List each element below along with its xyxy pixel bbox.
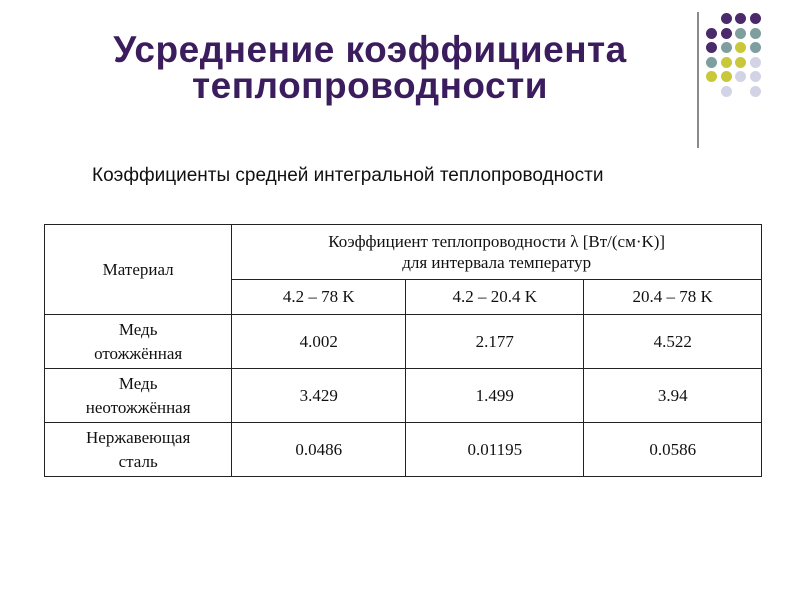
material-cell xyxy=(45,369,232,423)
decorative-dot xyxy=(750,71,761,82)
decorative-dot xyxy=(750,13,761,24)
header-coefficient xyxy=(232,225,762,280)
header-coefficient-line-1: Коэффициент теплопроводности λ [Вт/(см·K)] xyxy=(328,232,666,251)
material-name-detail: отожжённая xyxy=(94,343,183,363)
material-name: Медь xyxy=(118,373,158,393)
table-row xyxy=(45,315,762,369)
value-cell: 0.0586 xyxy=(584,423,762,477)
table-row xyxy=(45,369,762,423)
decorative-dot xyxy=(750,86,761,97)
header-interval-3: 20.4 – 78 K xyxy=(584,280,762,315)
decorative-dot xyxy=(735,28,746,39)
value-cell: 4.002 xyxy=(232,315,406,369)
value-cell: 1.499 xyxy=(406,369,584,423)
header-material: Материал xyxy=(45,225,232,315)
decorative-dot xyxy=(750,57,761,68)
value-cell: 0.0486 xyxy=(232,423,406,477)
conductivity-table xyxy=(44,224,762,477)
decorative-dot xyxy=(706,28,717,39)
decorative-dot xyxy=(706,71,717,82)
material-name: Нержавеющая xyxy=(86,427,191,447)
decorative-dot xyxy=(735,71,746,82)
decorative-dot xyxy=(721,86,732,97)
table-row xyxy=(45,423,762,477)
decorative-dot-grid xyxy=(706,10,778,130)
decorative-dot xyxy=(706,57,717,68)
decorative-dot xyxy=(735,13,746,24)
material-cell xyxy=(45,423,232,477)
header-coefficient-line-2: для интервала температур xyxy=(402,253,592,272)
material-name: Медь xyxy=(118,319,158,339)
decorative-dot xyxy=(735,42,746,53)
decorative-dot xyxy=(721,71,732,82)
header-interval-2: 4.2 – 20.4 K xyxy=(406,280,584,315)
decorative-dot xyxy=(721,13,732,24)
value-cell: 3.94 xyxy=(584,369,762,423)
material-cell xyxy=(45,315,232,369)
decorative-dot xyxy=(721,42,732,53)
slide-title xyxy=(70,29,670,106)
value-cell: 2.177 xyxy=(406,315,584,369)
header-interval-1: 4.2 – 78 K xyxy=(232,280,406,315)
decorative-dot xyxy=(706,42,717,53)
material-name-detail: сталь xyxy=(118,451,158,471)
slide-title-line-1: Усреднение коэффициента xyxy=(113,29,627,70)
slide-subtitle: Коэффициенты средней интегральной теплопроводности xyxy=(92,165,604,186)
value-cell: 4.522 xyxy=(584,315,762,369)
decorative-dot xyxy=(750,28,761,39)
divider-line xyxy=(697,12,699,148)
value-cell: 3.429 xyxy=(232,369,406,423)
slide-title-line-2: теплопроводности xyxy=(192,65,548,106)
decorative-dot xyxy=(721,57,732,68)
decorative-dot xyxy=(735,57,746,68)
value-cell: 0.01195 xyxy=(406,423,584,477)
decorative-dot xyxy=(721,28,732,39)
material-name-detail: неотожжённая xyxy=(85,397,191,417)
decorative-dot xyxy=(750,42,761,53)
